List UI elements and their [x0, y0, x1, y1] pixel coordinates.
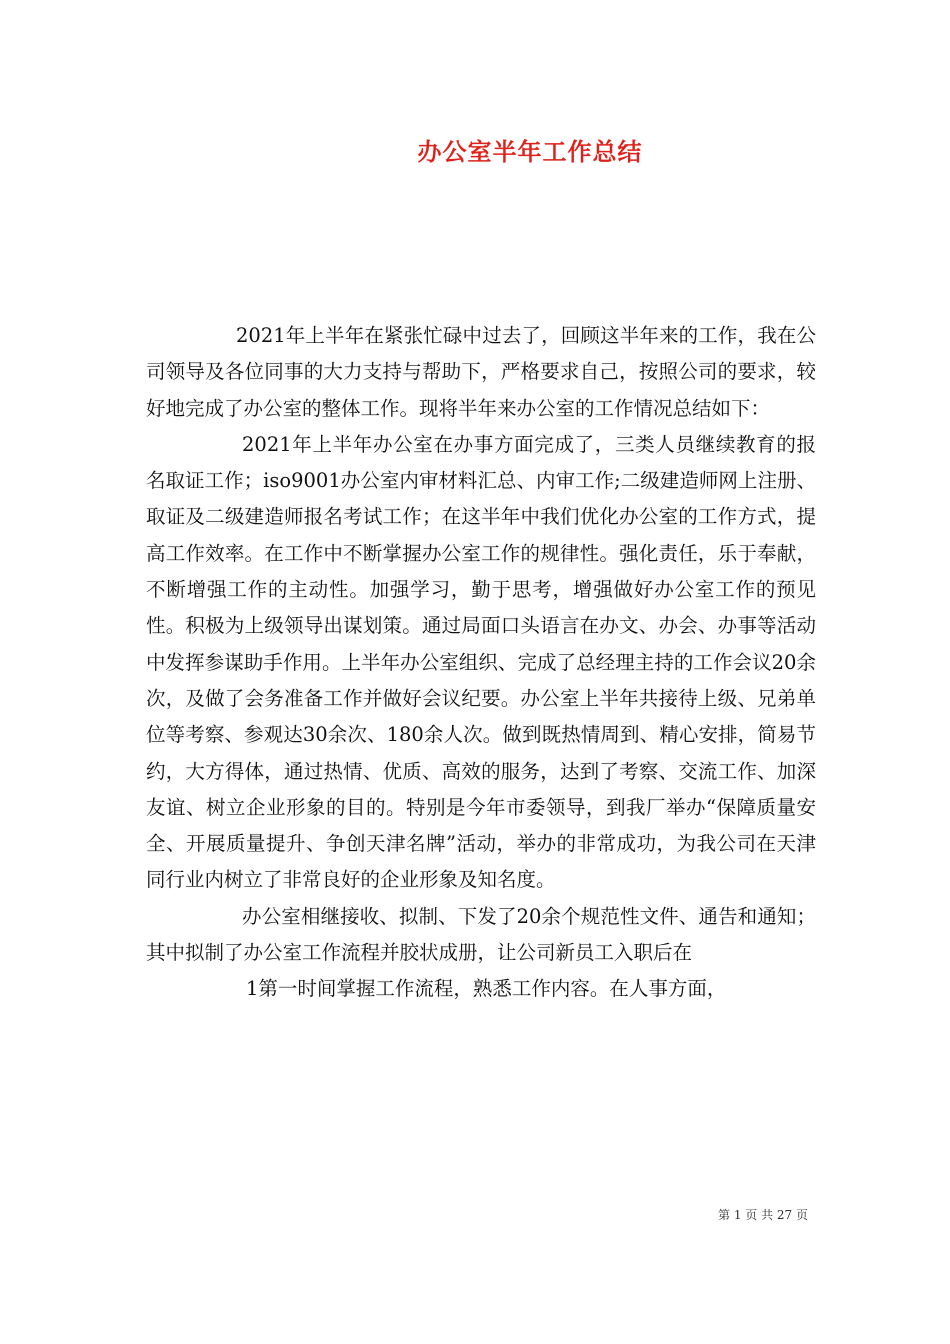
document-body: [146, 318, 816, 1008]
document-title: 办公室半年工作总结: [417, 138, 643, 166]
paragraph-office-work: 2021年上半年办公室在办事方面完成了，三类人员继续教育的报名取证工作；iso9001办公室内审材料汇总、内审工作;二级建造师网上注册、取证及二级建造师报名考试工作；在这半年中我们优化办公室的工作方式，提高工作效率。在工作中不断掌握办公室工作的规律性。强化责任，乐于奉献，不断增强工作的主动性。加强学习，勤于思考，增强做好办公室工作的预见性。积极为上级领导出谋划策。通过局面口头语言在办文、办会、办事等活动中发挥参谋助手作用。上半年办公室组织、完成了总经理主持的工作会议20余次，及做了会务准备工作并做好会议纪要。办公室上半年共接待上级、兄弟单位等考察、参观达30余次、180余人次。做到既热情周到、精心安排，简易节约，大方得体，通过热情、优质、高效的服务，达到了考察、交流工作、加深友谊、树立企业形象的目的。特别是今年市委领导，到我厂举办“保障质量安全、开展质量提升、争创天津名牌”活动，举办的非常成功，为我公司在天津同行业内树立了非常良好的企业形象及知名度。: [146, 432, 816, 892]
paragraph-documents: 办公室相继接收、拟制、下发了20余个规范性文件、通告和通知；其中拟制了办公室工作流程并胶状成册，让公司新员工入职后在: [146, 904, 816, 965]
paragraph-intro: 2021年上半年在紧张忙碌中过去了，回顾这半年来的工作，我在公司领导及各位同事的大力支持与帮助下，严格要求自己，按照公司的要求，较好地完成了办公室的整体工作。现将半年来办公室的工作情况总结如下：: [146, 324, 816, 420]
page-number: 第 1 页 共 27 页: [718, 1208, 808, 1222]
paragraph-personnel: 1第一时间掌握工作流程，熟悉工作内容。在人事方面，: [246, 977, 727, 1001]
